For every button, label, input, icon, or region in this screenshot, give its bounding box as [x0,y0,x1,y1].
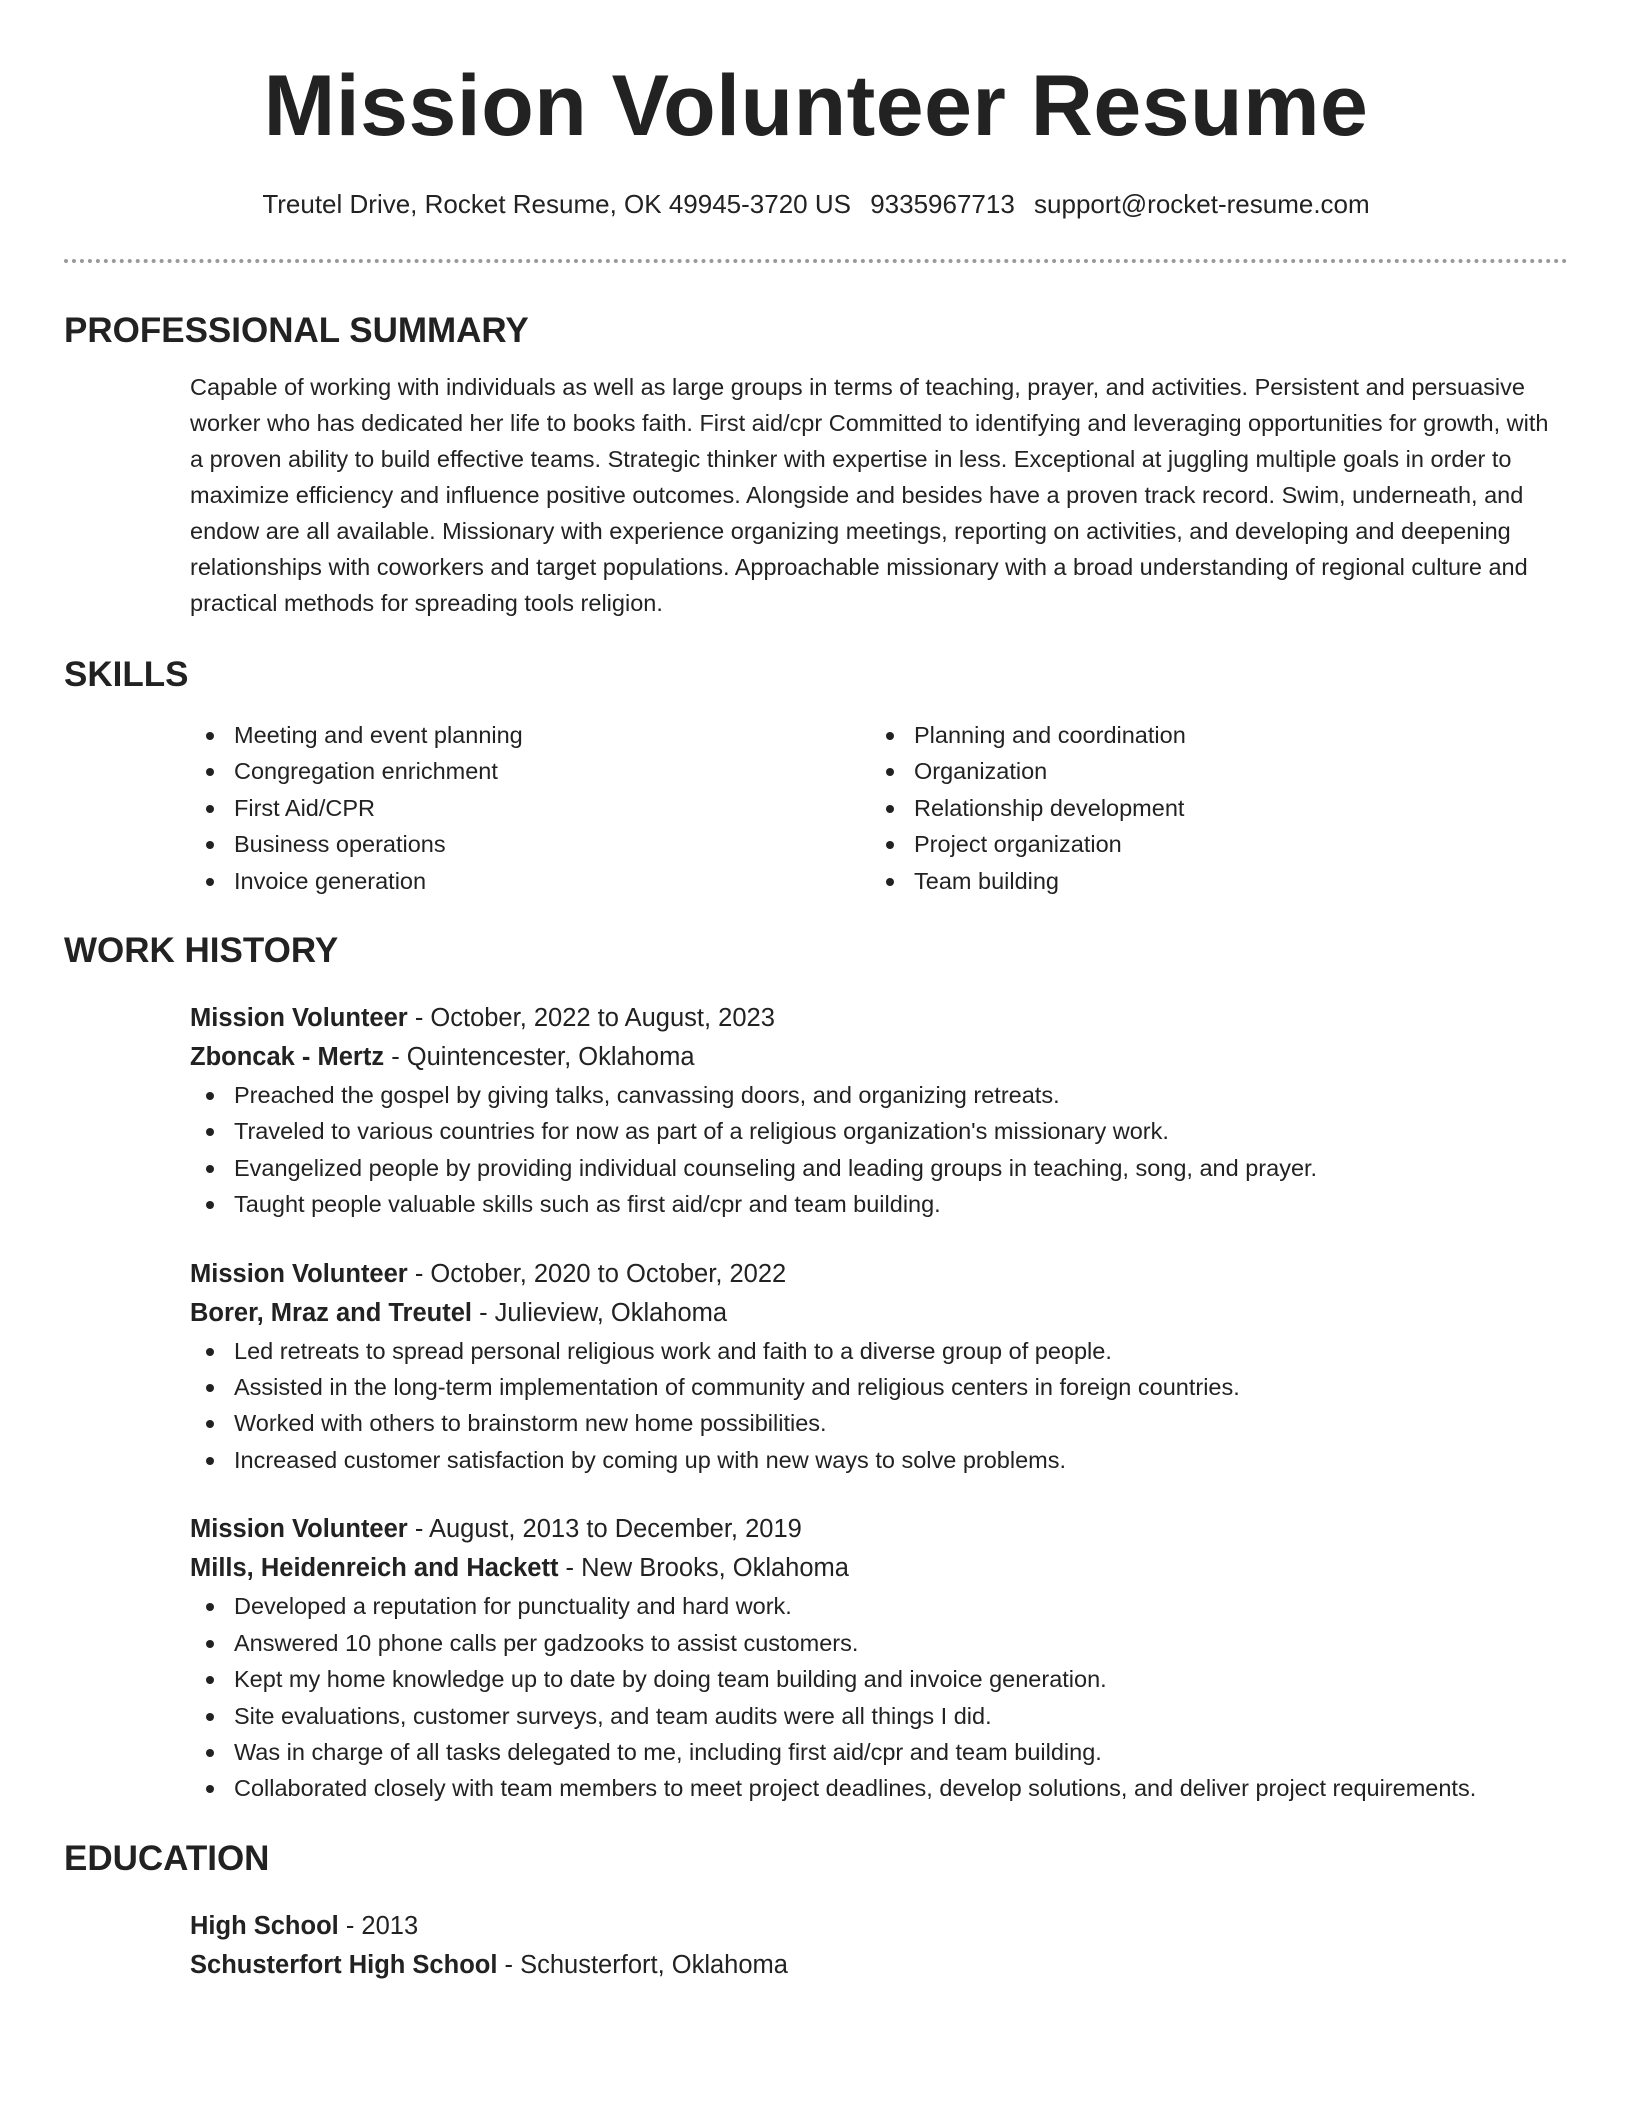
skill-item: Congregation enrichment [190,753,870,789]
job-bullet: Taught people valuable skills such as first aid/cpr and team building. [190,1186,1568,1222]
job-bullet: Collaborated closely with team members to meet project deadlines, develop solutions, and deliver project requirements. [190,1770,1568,1806]
skill-item: Meeting and event planning [190,717,870,753]
job-bullets [190,1333,1568,1479]
contact-phone: 9335967713 [870,189,1015,219]
job-title-line [190,1510,1568,1549]
job-bullet: Evangelized people by providing individual counseling and leading groups in teaching, song, and prayer. [190,1150,1568,1186]
job-entry [190,1510,1568,1806]
job-bullet: Was in charge of all tasks delegated to me, including first aid/cpr and team building. [190,1734,1568,1770]
skills-grid [190,717,1568,899]
skills-heading: SKILLS [64,655,189,694]
education-entry [190,1907,1568,1985]
school-name: Schusterfort High School [190,1950,498,1979]
job-title-line [190,999,1568,1038]
job-title-line [190,1255,1568,1294]
job-dates: - August, 2013 to December, 2019 [407,1515,802,1544]
job-company: Mills, Heidenreich and Hackett [190,1554,559,1583]
job-bullet: Worked with others to brainstorm new home possibilities. [190,1405,1568,1441]
job-entry [190,1255,1568,1479]
job-company-line [190,1549,1568,1588]
job-bullet: Kept my home knowledge up to date by doing team building and invoice generation. [190,1661,1568,1697]
degree: High School [190,1911,339,1940]
header-divider [64,259,1568,263]
skill-item: Project organization [870,826,1550,862]
job-bullet: Answered 10 phone calls per gadzooks to assist customers. [190,1625,1568,1661]
education-section [64,1837,1568,1985]
resume-title: Mission Volunteer Resume [263,58,1369,154]
skill-item: Organization [870,753,1550,789]
resume-page [64,0,1568,1985]
job-company: Zboncak - Mertz [190,1043,385,1072]
job-entry [190,999,1568,1223]
job-company: Borer, Mraz and Treutel [190,1298,472,1327]
job-title: Mission Volunteer [190,1515,408,1544]
job-bullet: Increased customer satisfaction by coming up with new ways to solve problems. [190,1442,1568,1478]
skill-item: Invoice generation [190,863,870,899]
job-location: - Julieview, Oklahoma [472,1298,728,1327]
job-title: Mission Volunteer [190,1004,408,1033]
graduation-year: - 2013 [338,1911,419,1940]
job-company-line [190,1294,1568,1333]
school-location: - Schusterfort, Oklahoma [497,1950,788,1979]
job-bullets [190,1588,1568,1806]
skill-item: Business operations [190,826,870,862]
school-line [190,1946,1568,1985]
degree-line [190,1907,1568,1946]
summary-heading: PROFESSIONAL SUMMARY [64,311,529,350]
contact-email: support@rocket-resume.com [1034,189,1370,219]
skill-item: Planning and coordination [870,717,1550,753]
job-bullet: Assisted in the long-term implementation of community and religious centers in foreign countries. [190,1369,1568,1405]
summary-text: Capable of working with individuals as well as large groups in terms of teaching, prayer, and activities. Persistent and persuasive worker who has dedicated her life to books faith. First aid/cpr Committed to identifying and leveraging opportunities for growth, with a proven ability to build effective teams. Strategic thinker with expertise in less. Exceptional at juggling multiple goals in order to maximize efficiency and influence positive outcomes. Alongside and besides have a proven track record. Swim, underneath, and endow are all available. Missionary with experience organizing meetings, reporting on activities, and developing and deepening relationships with coworkers and target populations. Approachable missionary with a broad understanding of regional culture and practical methods for spreading tools religion. [190,374,1549,616]
job-company-line [190,1038,1568,1077]
job-bullet: Preached the gospel by giving talks, canvassing doors, and organizing retreats. [190,1077,1568,1113]
skill-item: First Aid/CPR [190,790,870,826]
work-history-section [64,929,1568,1807]
contact-address: Treutel Drive, Rocket Resume, OK 49945-3720 US [262,189,851,219]
job-bullet: Traveled to various countries for now as part of a religious organization's missionary work. [190,1113,1568,1149]
job-title: Mission Volunteer [190,1259,408,1288]
job-bullet: Developed a reputation for punctuality and hard work. [190,1588,1568,1624]
job-location: - New Brooks, Oklahoma [558,1554,849,1583]
job-bullet: Led retreats to spread personal religious work and faith to a diverse group of people. [190,1333,1568,1369]
job-dates: - October, 2020 to October, 2022 [407,1259,787,1288]
skills-column-left [190,717,870,899]
skill-item: Team building [870,863,1550,899]
summary-section [64,309,1568,621]
education-heading: EDUCATION [64,1838,270,1878]
skills-section [64,653,1568,899]
work-history-heading: WORK HISTORY [64,931,339,971]
job-bullets [190,1077,1568,1223]
skill-item: Relationship development [870,790,1550,826]
skills-column-right [870,717,1550,899]
job-location: - Quintencester, Oklahoma [384,1043,695,1072]
job-bullet: Site evaluations, customer surveys, and team audits were all things I did. [190,1698,1568,1734]
job-dates: - October, 2022 to August, 2023 [407,1004,775,1033]
contact-line [64,186,1568,222]
